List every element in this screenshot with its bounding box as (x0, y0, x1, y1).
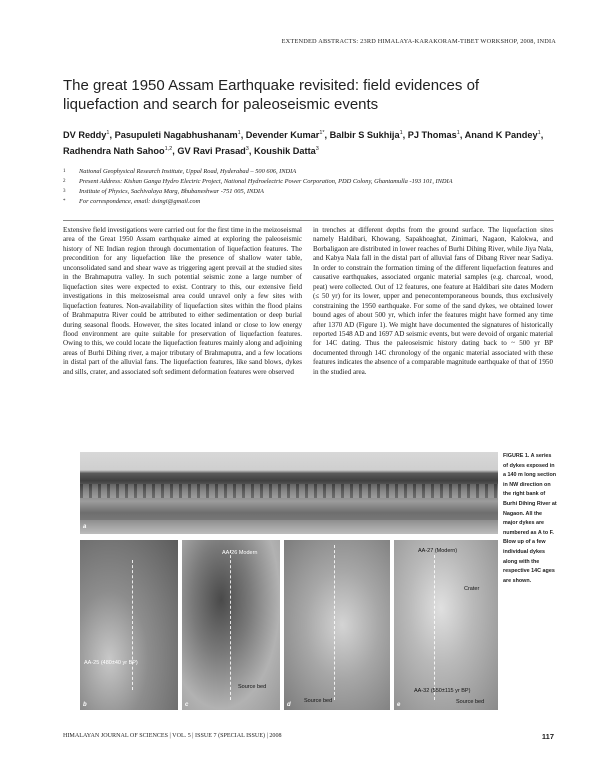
panel-d-source-label: Source bed (304, 698, 333, 704)
figure-panel-b-photo (80, 540, 178, 710)
body-text-right-column: in trenches at different depths from the ground surface. The liquefaction sites namely Haldibari, Khowang, Sapakhoaghat, Zinimari, Nagaon, Kalokwa, and Borbaligaon are distributed in lower reaches of Burhi Dihing River, while Jiya Nala, and Kabya Nala fall in the distal part of alluvial fans of Dibang River near Sadiya. In order to constrain the formation timing of the different liquefaction features and causative earthquakes, associated organic material samples (e.g. charcoal, wood, peat) were collected. Out of 12 features, one feature at Haldibari site dates Modern (≤ 50 yr) for its lower, upper and penecontemporaneous bounds, thus exclusively constraining the 1950 earthquake. For some of the sand dykes, we obtained lower bound ages of about 500 yr, which infer the features might have formed any time after 1370 AD (Figure 1). We might have documented the signatures of historically reported 1548 AD and 1697 AD seismic events, but were devoid of organic material for 14C dating. Thus the paleoseismic history dating back to ~ 500 yr BP documented through 14C chronology of the organic material associated with these features indicates the absence of a comparable magnitude earthquake of that of 1950 in the studied area. (313, 226, 553, 376)
figure-panel-d-photo (284, 540, 390, 710)
author-affiliation-marker: 1 (106, 130, 110, 136)
figure-caption: FIGURE 1. A series of dykes exposed in a 140 m long section in NW direction on the right bank of Burhi Dihing River at Nagaon. All the major dykes are numbered as A to F. Blow up of a few individual dykes along with the respective 14C ages are shown. (503, 453, 557, 584)
author-name: Balbir S Sukhija$^1$ (329, 130, 403, 141)
figure-panel-c-photo (182, 540, 280, 710)
author-affiliation-marker: 1* (319, 130, 325, 136)
affiliation-list (63, 167, 553, 207)
figure-panel-a-photo (80, 452, 498, 534)
author-affiliation-marker: 1 (399, 130, 403, 136)
panel-label-c: c (185, 702, 189, 708)
panel-label-e: e (397, 702, 401, 708)
author-affiliation-marker: 1 (237, 130, 241, 136)
author-name: DV Reddy$^1$ (63, 130, 110, 141)
author-affiliation-marker: 1 (537, 130, 541, 136)
panel-e-dating-label: AA-32 (550±115 yr BP) (414, 688, 471, 694)
affiliation-text: National Geophysical Research Institute, Uppal Road, Hyderabad – 500 606, INDIA (79, 168, 297, 175)
body-text-left-column: Extensive field investigations were carried out for the first time in the meizoseismal area of the Great 1950 Assam earthquake aimed at exploring the paleoseismic history of NE Indian region through documentation of liquefaction features. The precondition for any liquefaction like the presence of shallow water table, unconsolidated sand and shear wave as triggering agent prevail at the studied sites in the Brahmaputra valley. In such potential seismic zone a large number of liquefaction sites were expected to exist. Contrary to this, our extensive field investigations in this meizoseismal area could unravel only a few sites with liquefaction features. Non-availability of liquefaction sites within the flood plains of Brahmaputra River could be attributed to either sedimentation or deep burial during seasonal floods. However, the sites located inland or close to low energy flood environment are quite suitable for preservation of liquefaction features. Owing to this, we could locate the liquefaction features mainly along and adjoining areas of Burhi Dihing river, a major tributary of Brahmaputra, and a few locations in distal part of the alluvial fans. The liquefaction features, like sand blows, dykes and sills, crater, and associated soft sediment deformation features were observed (63, 226, 302, 376)
dyke-trace (434, 555, 435, 700)
affiliation-text: Present Address: Kishan Ganga Hydro Electric Project, National Hydroelectric Power Corporation, PDD Colony, Ghantamulla -193 101, INDIA (79, 178, 453, 185)
author-affiliation-marker: 3 (315, 146, 319, 153)
article-title: The great 1950 Assam Earthquake revisited: field evidences of liquefaction and search for paleoseismic events (63, 77, 480, 113)
author-name: Radhendra Nath Sahoo$^{1,2}$ (63, 146, 173, 157)
panel-c-source-label: Source bed (238, 684, 267, 690)
affiliation-row (63, 167, 553, 177)
panel-label-d: d (287, 702, 291, 708)
journal-citation: HIMALAYAN JOURNAL OF SCIENCES | VOL. 5 | ISSUE 7 (SPECIAL ISSUE) | 2008 (63, 733, 282, 739)
panel-c-age-label: AA-26 Modern (222, 550, 258, 556)
affiliation-row (63, 197, 553, 207)
affiliation-row (63, 187, 553, 197)
affiliation-text: For correspondence, email: dsingi@gmail.com (79, 198, 201, 205)
dyke-trace (132, 560, 133, 690)
author-list: DV Reddy$^1$, Pasupuleti Nagabhushanam$^1$, Devender Kumar$^{1*}$, Balbir S Sukhija$^1$, PJ Thomas$^1$, Anand K Pandey$^1$, Radhendra Nath Sahoo$^{1,2}$, GV Ravi Prasad$^3$, Koushik Datta$^3$ (63, 130, 544, 157)
affiliation-marker: * (63, 199, 66, 204)
panel-e-source-label: Source bed (456, 699, 485, 705)
author-name: Anand K Pandey$^1$ (464, 130, 541, 141)
figure-panel-e-photo (394, 540, 498, 710)
panel-label-b: b (83, 702, 87, 708)
author-name: PJ Thomas$^1$ (407, 130, 460, 141)
page-footer (63, 733, 554, 739)
affiliation-marker: 3 (63, 189, 66, 194)
author-affiliation-marker: 3 (245, 146, 249, 153)
section-divider (63, 220, 554, 221)
affiliation-marker: 2 (63, 179, 66, 184)
author-name: Devender Kumar$^{1*}$ (245, 130, 325, 141)
page-number: 117 (541, 732, 554, 741)
panel-e-crater-label: Crater (464, 586, 480, 592)
running-header: EXTENDED ABSTRACTS: 23RD HIMALAYA-KARAKORAM-TIBET WORKSHOP, 2008, INDIA (281, 38, 556, 45)
author-name: GV Ravi Prasad$^3$ (177, 146, 249, 157)
trench-section-band (80, 484, 498, 498)
figure-1 (80, 452, 498, 710)
author-name: Koushik Datta$^3$ (253, 146, 319, 157)
author-affiliation-marker: 1,2 (164, 146, 173, 153)
affiliation-marker: 1 (63, 169, 66, 174)
panel-e-age-label: AA-27 (Modern) (418, 548, 458, 554)
dyke-trace (334, 545, 335, 700)
dyke-trace (230, 550, 231, 700)
author-name: Pasupuleti Nagabhushanam$^1$ (114, 130, 241, 141)
panel-label-a: a (83, 524, 87, 530)
affiliation-text: Institute of Physics, Sachivalaya Marg, Bhubaneshwar -751 005, INDIA (79, 188, 264, 195)
affiliation-row (63, 177, 553, 187)
author-affiliation-marker: 1 (456, 130, 460, 136)
panel-b-age-label: AA-25 (480±40 yr BP) (84, 660, 138, 666)
river-foreground (80, 520, 498, 534)
